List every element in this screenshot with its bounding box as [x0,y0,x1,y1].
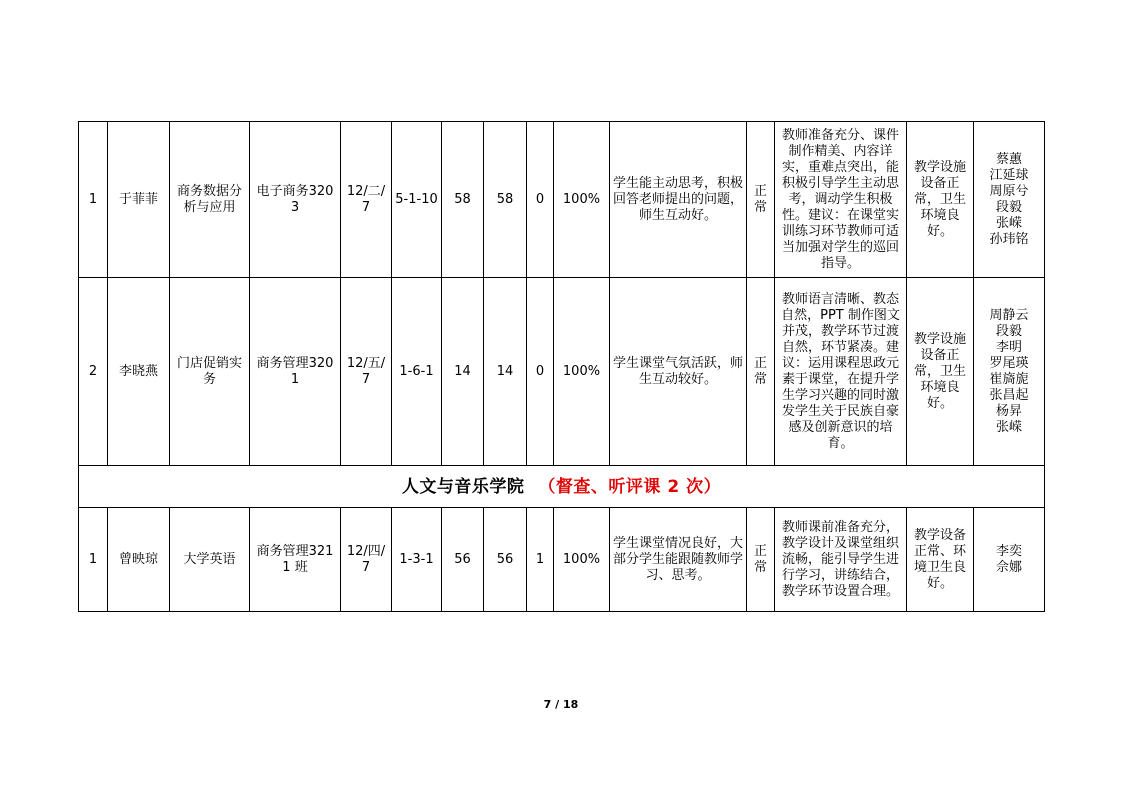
lesson-period: 5-1-10 [392,122,442,278]
lesson-date: 12/四/7 [341,508,392,612]
section-header [79,466,1045,508]
observer-name: 罗尾瑛 [989,355,1029,371]
student-evaluation: 学生课堂情况良好，大部分学生能跟随教师学习、思考。 [610,508,747,612]
row-number: 2 [79,278,108,466]
lesson-period: 1-6-1 [392,278,442,466]
observer-name: 周原兮 [989,183,1029,199]
course-name: 大学英语 [170,508,250,612]
expected-count: 14 [442,278,484,466]
facilities-note: 教学设施设备正常，卫生环境良好。 [907,278,974,466]
class-name: 电子商务3203 [250,122,341,278]
table-row [79,278,1045,466]
facilities-note: 教学设备正常、环境卫生良好。 [907,508,974,612]
lesson-date: 12/五/7 [341,278,392,466]
observer-name: 张嵘 [995,215,1022,231]
observer-name: 张嵘 [995,419,1022,435]
observers [974,122,1045,278]
class-name: 商务管理3211 班 [250,508,341,612]
observer-name: 周静云 [989,307,1029,323]
row-number: 1 [79,122,108,278]
absent-count: 0 [527,278,554,466]
page-number: 7 / 18 [543,698,579,711]
observer-name: 张昌起 [989,387,1029,403]
section-subtitle: （督查、听评课 2 次） [538,476,722,497]
teacher-evaluation: 教师课前准备充分，教学设计及课堂组织流畅，能引导学生进行学习，讲练结合，教学环节设置合理。 [775,508,907,612]
teacher-name: 李晓燕 [108,278,170,466]
observer-name: 段毅 [995,323,1022,339]
teacher-evaluation: 教师语言清晰、教态自然，PPT 制作图文并茂，教学环节过渡自然，环节紧凑。建议：运用课程思政元素于课堂，在提升学生学习兴趣的同时激发学生关于民族自豪感及创新意识的培育。 [775,278,907,466]
lesson-period: 1-3-1 [392,508,442,612]
present-count: 58 [484,122,527,278]
present-count: 14 [484,278,527,466]
observer-name: 佘娜 [995,559,1022,575]
observer-name: 李明 [995,339,1022,355]
present-count: 56 [484,508,527,612]
observer-name: 杨昇 [995,403,1022,419]
table-row [79,508,1045,612]
section-header-row [79,466,1045,508]
teacher-name: 曾映琼 [108,508,170,612]
course-name: 门店促销实务 [170,278,250,466]
observers [974,508,1045,612]
observer-name: 孙玮铭 [989,231,1029,247]
status: 正常 [747,278,775,466]
absent-count: 1 [527,508,554,612]
absent-count: 0 [527,122,554,278]
expected-count: 58 [442,122,484,278]
course-name: 商务数据分析与应用 [170,122,250,278]
student-evaluation: 学生课堂气氛活跃，师生互动较好。 [610,278,747,466]
observer-name: 李奕 [995,543,1022,559]
teacher-evaluation: 教师准备充分、课件制作精美、内容详实，重难点突出，能积极引导学生主动思考，调动学生积极性。建议：在课堂实训练习环节教师可适当加强对学生的巡回指导。 [775,122,907,278]
observers [974,278,1045,466]
attendance-rate: 100% [554,508,610,612]
row-number: 1 [79,508,108,612]
student-evaluation: 学生能主动思考，积极回答老师提出的问题，师生互动好。 [610,122,747,278]
observer-name: 段毅 [995,199,1022,215]
inspection-table [78,121,1045,612]
status: 正常 [747,508,775,612]
facilities-note: 教学设施设备正常，卫生环境良好。 [907,122,974,278]
observer-name: 蔡蕙 [995,151,1022,167]
attendance-rate: 100% [554,278,610,466]
class-name: 商务管理3201 [250,278,341,466]
section-title: 人文与音乐学院 [401,476,525,497]
lesson-date: 12/二/7 [341,122,392,278]
table-row [79,122,1045,278]
status: 正常 [747,122,775,278]
attendance-rate: 100% [554,122,610,278]
teacher-name: 于菲菲 [108,122,170,278]
observer-name: 江延球 [989,167,1029,183]
expected-count: 56 [442,508,484,612]
observer-name: 崔旖旎 [989,371,1029,387]
